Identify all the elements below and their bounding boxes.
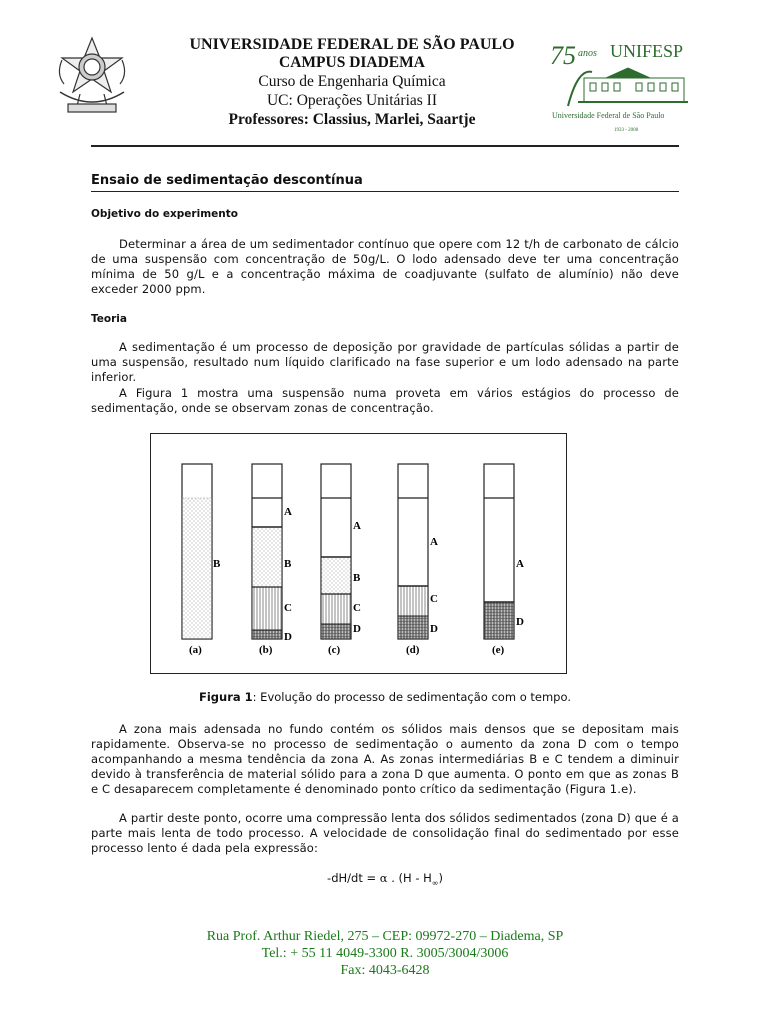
- university-name: UNIVERSIDADE FEDERAL DE SÃO PAULO: [189, 36, 515, 53]
- logo-years-number: 75: [550, 41, 576, 70]
- tube-a-label: (a): [189, 644, 202, 656]
- logo-subtitle: Universidade Federal de São Paulo: [552, 111, 665, 120]
- formula-sub: ∞: [431, 878, 439, 888]
- section-title: Ensaio de sedimentação descontínua: [91, 173, 363, 188]
- tube-c-label: (c): [328, 644, 341, 656]
- tube-b: [252, 464, 282, 639]
- footer-address: Rua Prof. Arthur Riedel, 275 – CEP: 09972-270 – Diadema, SP: [206, 929, 564, 944]
- tube-c: [321, 464, 351, 639]
- figure-1-diagram: [151, 434, 568, 675]
- footer-contact: [91, 928, 679, 979]
- tube-b-zone-d: D: [284, 631, 292, 643]
- tube-c-zone-a: A: [353, 520, 361, 532]
- figure-1-caption: [91, 690, 679, 704]
- logo-dates: 1933 - 2008: [614, 128, 639, 133]
- formula-left: -dH/dt =: [327, 871, 380, 885]
- tube-d-zone-a: A: [430, 536, 438, 548]
- professors-line: Professores: Classius, Marlei, Saartje: [228, 111, 476, 128]
- tube-e-zone-a: A: [516, 558, 524, 570]
- tube-c-zone-d: D: [353, 623, 361, 635]
- tube-b-zone-a: A: [284, 506, 292, 518]
- consolidation-formula: [91, 871, 679, 887]
- logo-years-word: anos: [578, 48, 597, 59]
- body-paragraph-2: A partir deste ponto, ocorre uma compressão lenta dos sólidos sedimentados (zona D) que é a parte mais lenta de todo processo. A velocidade de consolidação final do sedimentado por esse processo lento é dada pela expressão:: [91, 811, 679, 855]
- tube-a-zone-b: B: [213, 558, 221, 570]
- coat-of-arms-seal: [50, 34, 134, 120]
- header-divider: [91, 145, 679, 147]
- theory-paragraph-2: A Figura 1 mostra uma suspensão numa proveta em vários estágios do processo de sedimentação, onde se observam zonas de concentração.: [91, 386, 679, 415]
- formula-mid: . (H - H: [387, 871, 432, 885]
- theory-heading: Teoria: [91, 313, 127, 325]
- caption-label: Figura 1: [199, 690, 253, 704]
- footer-fax: Fax: 4043-6428: [340, 963, 430, 978]
- figure-1-frame: [150, 433, 567, 674]
- theory-paragraph-1: A sedimentação é um processo de deposição por gravidade de partículas sólidas a partir de uma suspensão, resultado num líquido clarificado na fase superior e um lodo adensado na parte inferior.: [91, 340, 679, 384]
- tube-e-zone-d: D: [516, 616, 524, 628]
- tube-e: [484, 464, 514, 639]
- caption-text: : Evolução do processo de sedimentação com o tempo.: [252, 690, 571, 704]
- tube-d-zone-d: D: [430, 623, 438, 635]
- tube-d: [398, 464, 428, 639]
- tube-b-zone-b: B: [284, 558, 292, 570]
- course-name: Curso de Engenharia Química: [258, 73, 446, 90]
- tube-c-zone-b: B: [353, 572, 361, 584]
- tube-d-zone-c: C: [430, 593, 438, 605]
- body-paragraph-1: A zona mais adensada no fundo contém os sólidos mais densos que se depositam mais rapidamente. Observa-se no processo de sedimentação o aumento da zona D com o tempo acompanhando a mesma tendência da zona A. As zonas intermediárias B e C tendem a diminuir devido à transferência de material sólido para a zona D que aumenta. O ponto em que as zonas B e C desaparecem completamente é denominado ponto crítico da sedimentação (Figura 1.e).: [91, 722, 679, 796]
- tube-b-zone-c: C: [284, 602, 292, 614]
- objective-heading: Objetivo do experimento: [91, 208, 238, 220]
- formula-alpha: α: [379, 871, 388, 885]
- unifesp-logo: [548, 38, 728, 138]
- section-title-underline: [91, 191, 679, 192]
- tube-a: [182, 464, 212, 639]
- tube-b-label: (b): [259, 644, 273, 656]
- tube-c-zone-c: C: [353, 602, 361, 614]
- logo-brand: UNIFESP: [610, 41, 684, 61]
- tube-d-label: (d): [406, 644, 420, 656]
- objective-paragraph: Determinar a área de um sedimentador contínuo que opere com 12 t/h de carbonato de cálcio de uma suspensão com concentração de 50g/L. O lodo adensado deve ter uma concentração mínima de 50 g/L e a concentração máxima de coadjuvante (sulfato de alumínio) não deve exceder 2000 ppm.: [91, 237, 679, 296]
- footer-phone: Tel.: + 55 11 4049-3300 R. 3005/3004/3006: [261, 946, 509, 961]
- tube-e-label: (e): [492, 644, 505, 656]
- formula-right: ): [438, 871, 443, 885]
- header-block: [150, 36, 554, 129]
- uc-name: UC: Operações Unitárias II: [266, 92, 437, 109]
- campus-name: CAMPUS DIADEMA: [279, 54, 425, 71]
